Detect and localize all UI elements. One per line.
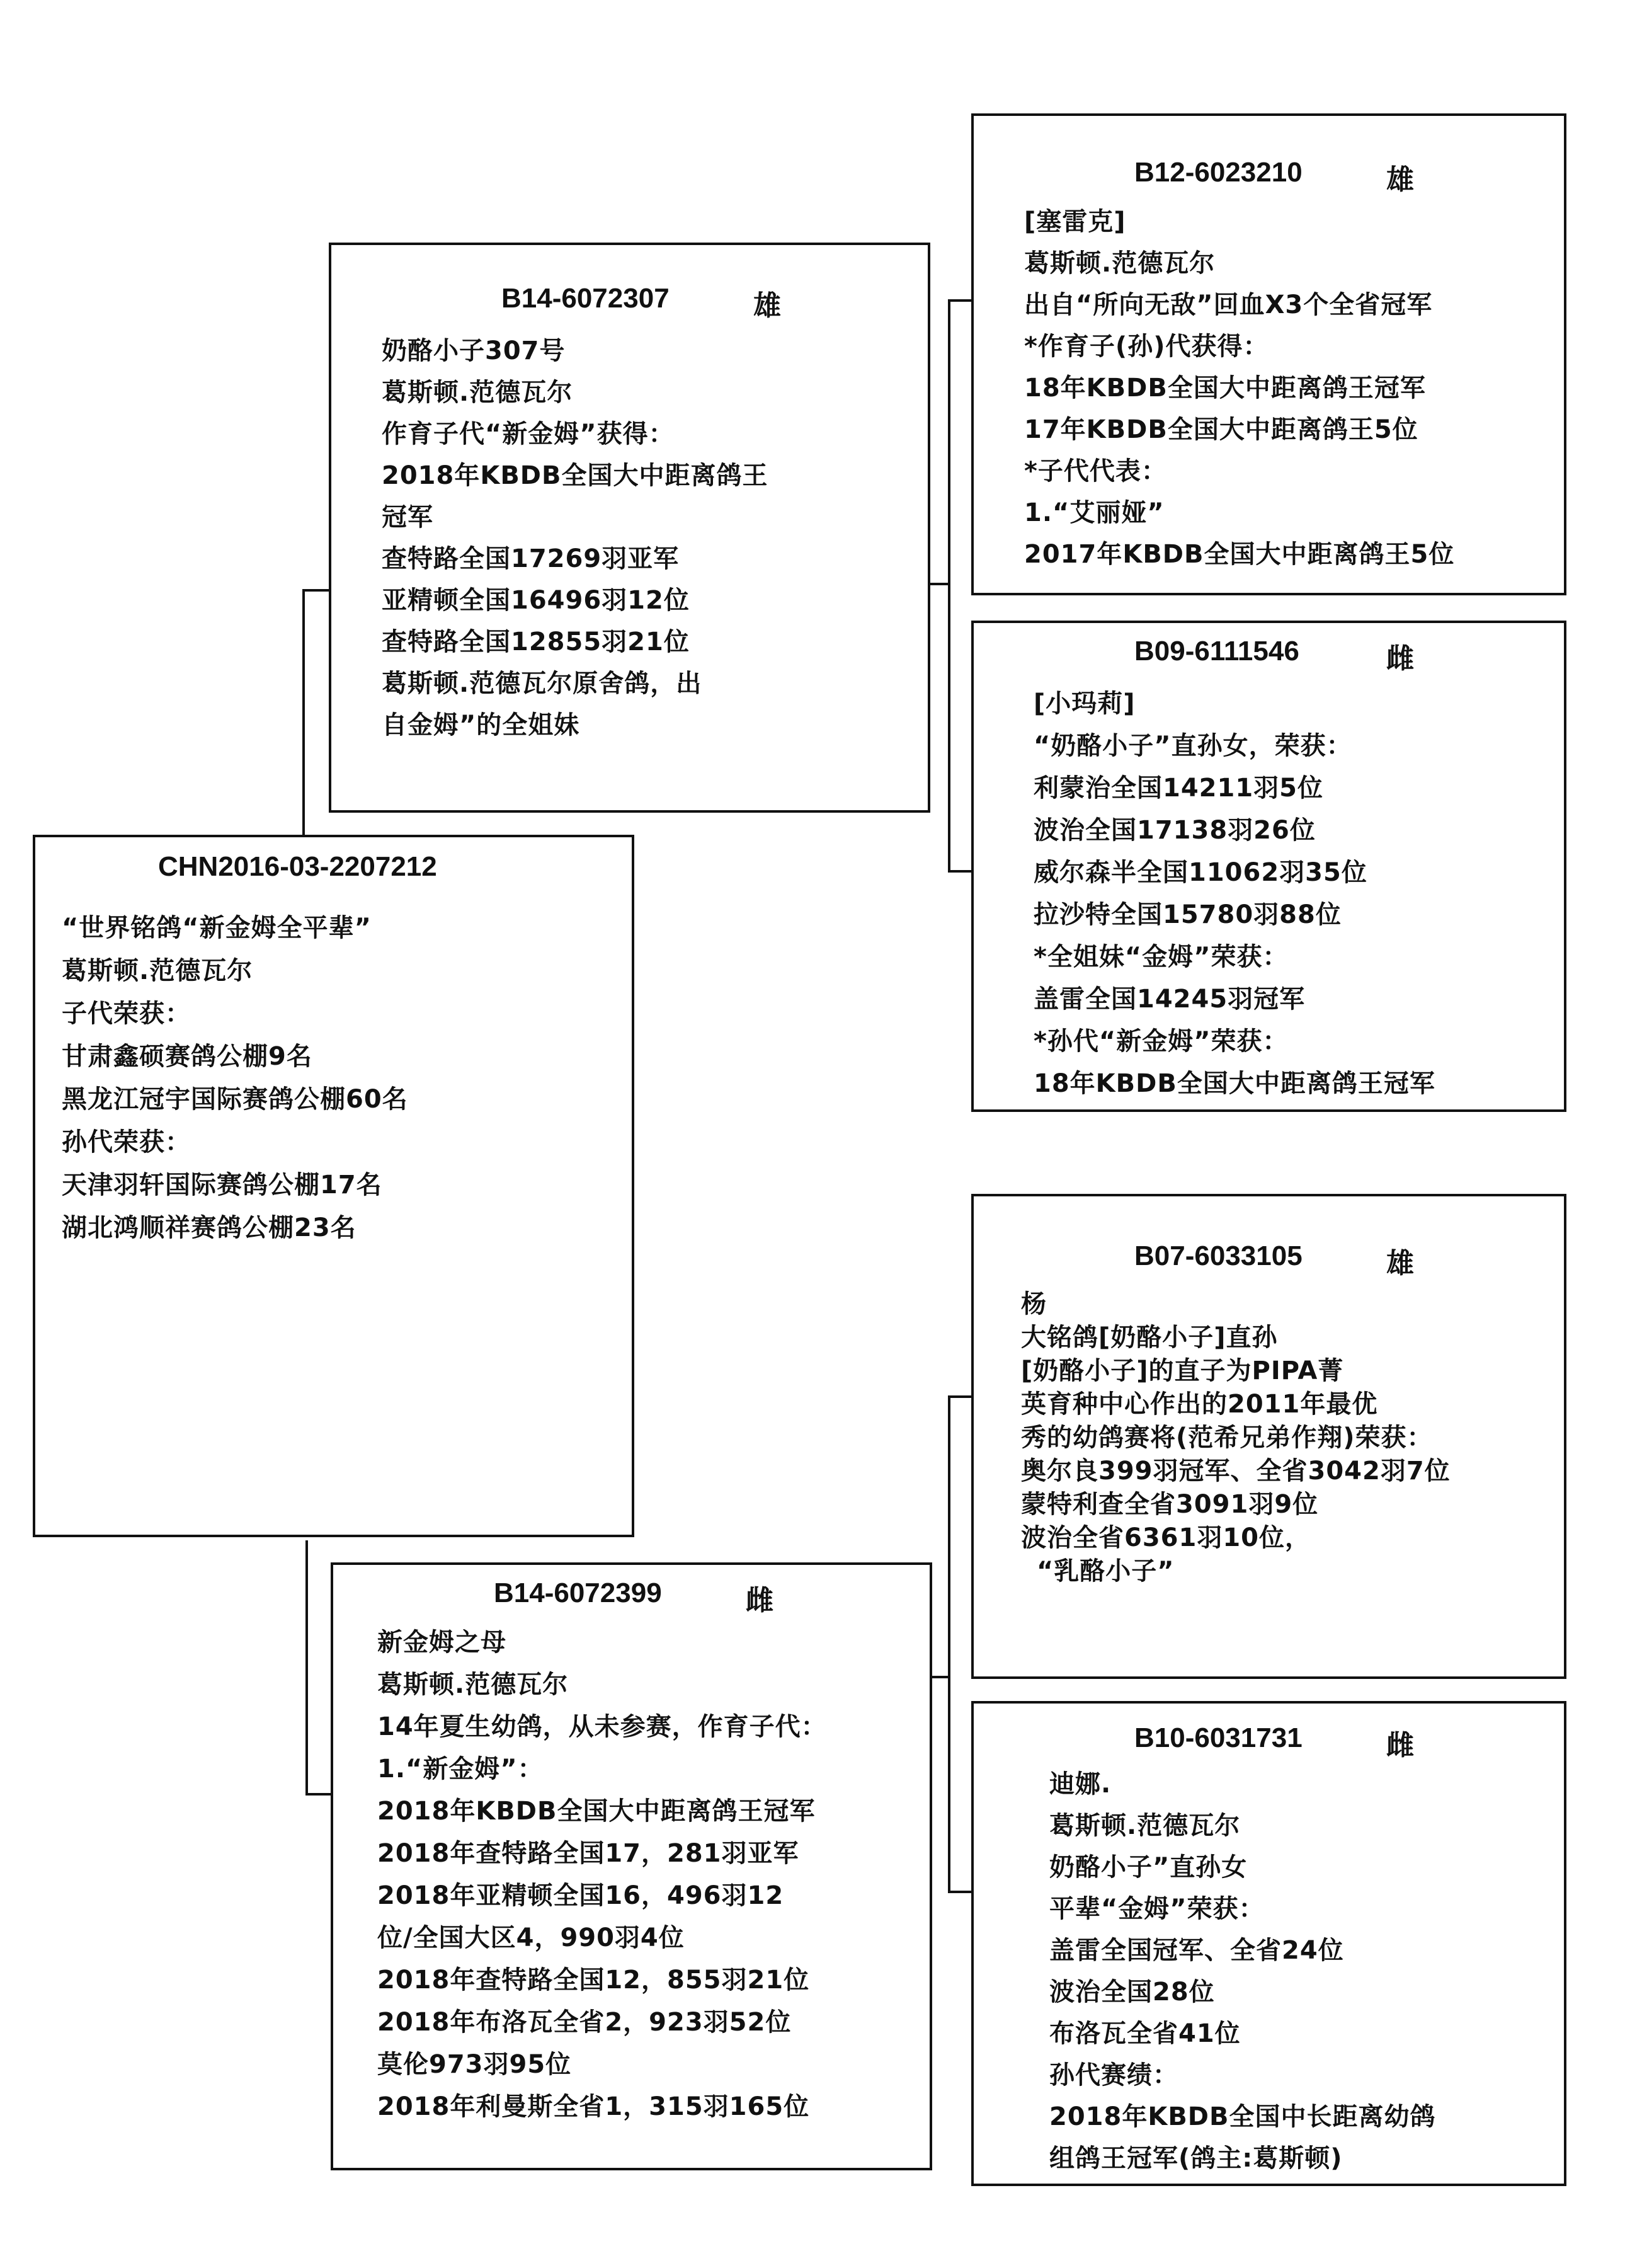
connector-sire-sire-tick (948, 299, 973, 302)
sire-line: 葛斯顿.范德瓦尔 (382, 378, 573, 407)
dam-card (331, 1562, 932, 2170)
sire-line: 作育子代“新金姆”获得： (382, 420, 675, 449)
dam-line: 2018年查特路全国12，855羽21位 (377, 1966, 810, 1995)
dam-dam-line: 盖雷全国冠军、全省24位 (1049, 1936, 1344, 1965)
subject-card (33, 835, 634, 1537)
sire-sire-line: 2017年KBDB全国大中距离鸽王5位 (1024, 540, 1455, 569)
sire-sire-line: *子代代表： (1024, 457, 1167, 486)
sire-sire-line: 出自“所向无敌”回血X3个全省冠军 (1024, 290, 1433, 319)
connector-dam-sire-tick (948, 1395, 973, 1398)
dam-sire-line: 大铭鸽[奶酪小子]直孙 (1021, 1323, 1278, 1352)
connector-subject-dam (305, 1540, 308, 1796)
connector-dam-parents (948, 1395, 950, 1893)
connector-subject-sire (302, 589, 305, 835)
dam-sire-line: 杨 (1021, 1290, 1047, 1319)
dam-ring-number: B14-6072399 (494, 1578, 662, 1608)
sire-sire-line: 17年KBDB全国大中距离鸽王5位 (1024, 415, 1418, 444)
dam-line: 14年夏生幼鸽，从未参赛，作育子代： (377, 1712, 827, 1741)
dam-line: 2018年布洛瓦全省2，923羽52位 (377, 2008, 792, 2037)
sire-line: 奶酪小子307号 (382, 336, 566, 365)
sire-line: 亚精顿全国16496羽12位 (382, 586, 690, 615)
subject-line: 天津羽轩国际赛鸽公棚17名 (62, 1171, 382, 1200)
sire-dam-line: 盖雷全国14245羽冠军 (1034, 985, 1306, 1014)
dam-sire-line: 英育种中心作出的2011年最优 (1021, 1390, 1378, 1419)
dam-line: 葛斯顿.范德瓦尔 (377, 1670, 569, 1699)
subject-ring-number: CHN2016-03-2207212 (158, 851, 437, 882)
dam-sire-line: 蒙特利查全省3091羽9位 (1021, 1490, 1319, 1519)
dam-sire-line: 波治全省6361羽10位， (1021, 1523, 1311, 1552)
sire-card (329, 243, 930, 813)
dam-sire-sex-label: 雄 (1386, 1247, 1414, 1280)
dam-dam-line: 迪娜. (1049, 1770, 1112, 1799)
dam-sire-line: [奶酪小子]的直子为PIPA菁 (1021, 1356, 1344, 1385)
dam-line: 2018年亚精顿全国16，496羽12 (377, 1881, 784, 1910)
subject-line: 黑龙江冠宇国际赛鸽公棚60名 (62, 1085, 408, 1114)
dam-line: 2018年查特路全国17，281羽亚军 (377, 1839, 799, 1868)
connector-sire-dam-tick (948, 870, 973, 873)
dam-details (377, 1622, 827, 2128)
connector-sire-parents (948, 299, 950, 873)
dam-dam-line: 2018年KBDB全国中长距离幼鸽 (1049, 2102, 1436, 2131)
subject-line: 湖北鸿顺祥赛鸽公棚23名 (62, 1213, 356, 1242)
sire-dam-card (971, 621, 1566, 1112)
dam-dam-line: 波治全国28位 (1049, 1978, 1215, 2007)
dam-line: 2018年利曼斯全省1，315羽165位 (377, 2092, 810, 2121)
sire-dam-line: *孙代“新金姆”荣获： (1034, 1027, 1289, 1056)
sire-line: 自金姆”的全姐妹 (382, 711, 580, 740)
dam-line: 2018年KBDB全国大中距离鸽王冠军 (377, 1797, 816, 1826)
dam-sire-details (1021, 1288, 1451, 1588)
dam-dam-line: 平辈“金姆”荣获： (1049, 1894, 1265, 1923)
dam-dam-ring-number: B10-6031731 (1134, 1722, 1303, 1753)
subject-line: 子代荣获： (62, 999, 191, 1028)
sire-dam-line: *全姐妹“金姆”荣获： (1034, 942, 1289, 971)
sire-dam-line: 波治全国17138羽26位 (1034, 816, 1316, 845)
dam-sire-line: 奥尔良399羽冠军、全省3042羽7位 (1021, 1457, 1451, 1486)
sire-sire-details (1024, 201, 1454, 575)
subject-line: “世界铭鸽“新金姆全平辈” (62, 914, 372, 942)
dam-dam-line: 布洛瓦全省41位 (1049, 2019, 1241, 2048)
dam-dam-line: 葛斯顿.范德瓦尔 (1049, 1811, 1241, 1840)
connector-subject-dam-tick (305, 1793, 334, 1796)
sire-dam-line: 利蒙治全国14211羽5位 (1034, 774, 1323, 803)
sire-dam-details (1034, 683, 1435, 1105)
subject-details (62, 907, 408, 1249)
sire-sire-line: 葛斯顿.范德瓦尔 (1024, 249, 1216, 278)
sire-sire-line: 1.“艾丽娅” (1024, 498, 1165, 527)
sire-dam-line: 18年KBDB全国大中距离鸽王冠军 (1034, 1069, 1435, 1098)
connector-dam-dam-tick (948, 1891, 973, 1893)
dam-dam-details (1049, 1763, 1436, 2179)
sire-sire-card (971, 113, 1566, 595)
sire-sire-ring-number: B12-6023210 (1134, 157, 1303, 188)
sire-line: 2018年KBDB全国大中距离鸽王 (382, 461, 768, 490)
dam-line: 1.“新金姆”： (377, 1755, 544, 1784)
sire-line: 葛斯顿.范德瓦尔原舍鸽，出 (382, 669, 702, 698)
dam-sire-line: “乳酪小子” (1037, 1557, 1175, 1586)
sire-line: 查特路全国17269羽亚军 (382, 544, 680, 573)
connector-dam-parents-tick (932, 1676, 950, 1678)
sire-ring-number: B14-6072307 (501, 283, 670, 314)
connector-subject-sire-tick (302, 589, 331, 592)
dam-line: 新金姆之母 (377, 1628, 506, 1657)
subject-line: 甘肃鑫硕赛鸽公棚9名 (62, 1042, 312, 1071)
sire-dam-line: [小玛莉] (1034, 689, 1136, 718)
dam-line: 莫伦973羽95位 (377, 2050, 572, 2079)
dam-dam-line: 组鸽王冠军(鸽主:葛斯顿) (1049, 2144, 1343, 2173)
sire-sire-line: 18年KBDB全国大中距离鸽王冠军 (1024, 374, 1426, 403)
subject-line: 孙代荣获： (62, 1128, 191, 1157)
dam-sire-line: 秀的幼鸽赛将(范希兄弟作翔)荣获： (1021, 1423, 1433, 1452)
dam-dam-line: 奶酪小子”直孙女 (1049, 1853, 1248, 1882)
sire-line: 冠军 (382, 503, 433, 532)
sire-sex-label: 雄 (753, 290, 781, 322)
sire-dam-line: 威尔森半全国11062羽35位 (1034, 858, 1367, 887)
sire-dam-line: “奶酪小子”直孙女，荣获： (1034, 731, 1352, 760)
dam-dam-card (971, 1701, 1566, 2186)
sire-sire-line: *作育子(孙)代获得： (1024, 332, 1269, 361)
dam-dam-line: 孙代赛绩： (1049, 2061, 1178, 2090)
dam-line: 位/全国大区4，990羽4位 (377, 1923, 685, 1952)
sire-details (382, 330, 768, 746)
sire-sire-line: [塞雷克] (1024, 207, 1126, 236)
connector-sire-parents-tick (929, 583, 950, 585)
dam-sire-ring-number: B07-6033105 (1134, 1240, 1303, 1271)
sire-dam-sex-label: 雌 (1386, 643, 1414, 675)
subject-line: 葛斯顿.范德瓦尔 (62, 956, 253, 985)
sire-sire-sex-label: 雄 (1386, 164, 1414, 196)
sire-line: 查特路全国12855羽21位 (382, 627, 690, 656)
sire-dam-ring-number: B09-6111546 (1134, 636, 1299, 667)
dam-dam-sex-label: 雌 (1386, 1729, 1414, 1761)
sire-dam-line: 拉沙特全国15780羽88位 (1034, 900, 1342, 929)
dam-sire-card (971, 1194, 1566, 1679)
dam-sex-label: 雌 (746, 1584, 773, 1617)
